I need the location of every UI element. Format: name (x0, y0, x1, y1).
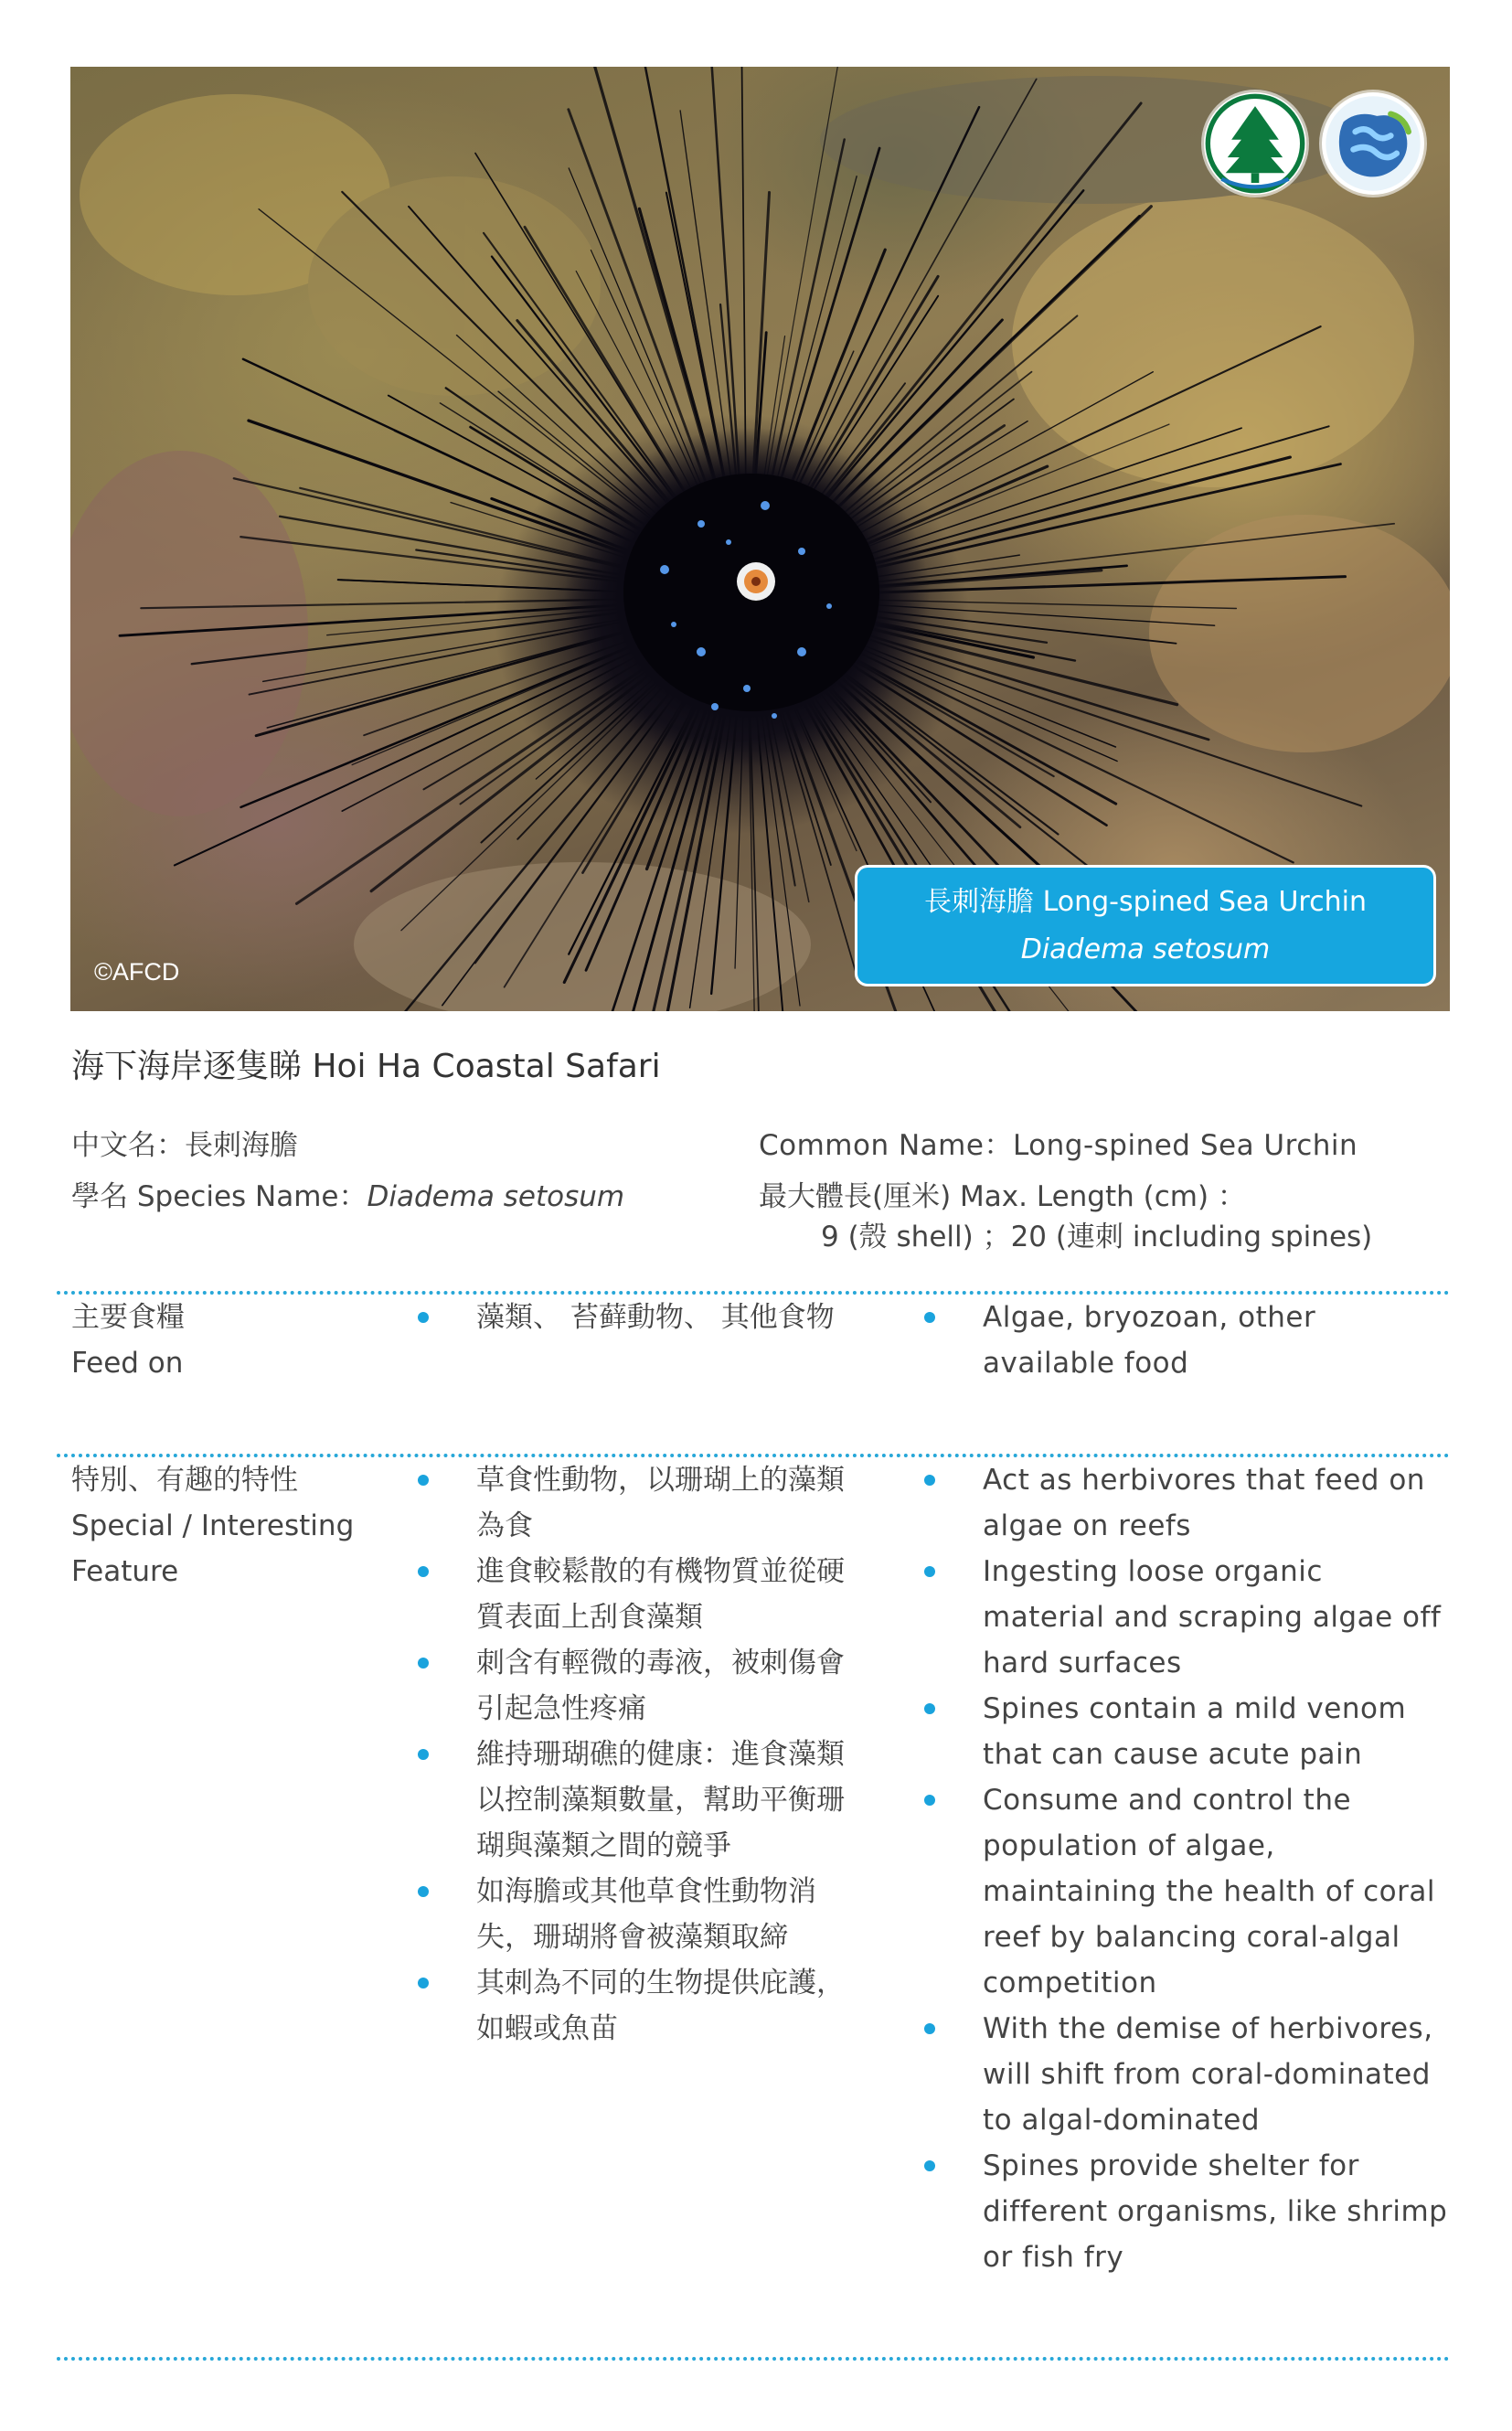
feature-list-zh (416, 1457, 864, 2052)
list-item: Spines contain a mild venom that can cause acute pain (919, 1686, 1449, 1777)
bullet-dot-icon (924, 1312, 935, 1323)
species-name-value: Diadema setosum (367, 1180, 625, 1213)
feed-label (71, 1295, 400, 1386)
list-item: Ingesting loose organic material and scraping algae off hard surfaces (919, 1549, 1449, 1686)
bullet-dot-icon (924, 1475, 935, 1486)
chinese-name-label: 中文名： (71, 1129, 185, 1162)
common-name-row (759, 1125, 1358, 1167)
hoi-ha-logo (1322, 92, 1424, 195)
section-divider-3 (57, 2357, 1450, 2361)
bullet-dot-icon (418, 1566, 429, 1577)
photo-copyright: ©AFCD (94, 958, 180, 986)
species-scientific-label: Diadema setosum (1020, 933, 1271, 965)
common-name-label: Common Name： (759, 1129, 1013, 1162)
list-item: 藻類、 苔藓動物、 其他食物 (416, 1295, 873, 1340)
list-item: 刺含有輕微的毒液，被刺傷會引起急性疼痛 (416, 1640, 864, 1732)
list-item: Algae, bryozoan, other available food (919, 1295, 1376, 1386)
list-item: Act as herbivores that feed on algae on reefs (919, 1457, 1449, 1549)
list-item: With the demise of herbivores, will shift from coral-dominated to algal-dominated (919, 2006, 1449, 2143)
bullet-dot-icon (924, 2160, 935, 2171)
list-item: 草食性動物，以珊瑚上的藻類為食 (416, 1457, 864, 1549)
list-item: 其刺為不同的生物提供庇護，如蝦或魚苗 (416, 1960, 864, 2052)
bullet-dot-icon (418, 1978, 429, 1989)
max-length-value: 9 (殼 shell) ；20 (連刺 including spines) (821, 1221, 1373, 1253)
bullet-dot-icon (418, 1886, 429, 1897)
bullet-dot-icon (418, 1749, 429, 1760)
bullet-dot-icon (418, 1312, 429, 1323)
species-label-box (855, 865, 1436, 986)
page-title: 海下海岸逐隻睇 Hoi Ha Coastal Safari (71, 1048, 661, 1085)
sea-urchin-photo (70, 67, 1450, 1011)
chinese-name-row (71, 1125, 298, 1167)
bullet-dot-icon (924, 1566, 935, 1577)
afcd-logo (1204, 92, 1306, 195)
species-common-label: 長刺海膽 Long-spined Sea Urchin (924, 886, 1367, 918)
bullet-dot-icon (924, 1703, 935, 1714)
bullet-dot-icon (418, 1658, 429, 1669)
list-item: Consume and control the population of algae, maintaining the health of coral reef by balancing coral-algal competition (919, 1777, 1449, 2006)
feature-label-en: Special / Interesting Feature (71, 1509, 355, 1588)
feed-label-zh: 主要食糧 (71, 1301, 185, 1334)
feature-label (71, 1457, 419, 1594)
feed-list-zh (416, 1295, 873, 1340)
feed-label-en: Feed on (71, 1347, 184, 1380)
list-item: 進食較鬆散的有機物質並從硬質表面上刮食藻類 (416, 1549, 864, 1640)
chinese-name-value: 長刺海膽 (185, 1129, 298, 1162)
max-length-label: 最大體長(厘米) Max. Length (cm) ： (759, 1180, 1246, 1213)
bullet-dot-icon (418, 1475, 429, 1486)
afcd-tree-logo-icon (1204, 92, 1306, 195)
species-name-row (71, 1176, 624, 1218)
list-item: 維持珊瑚礁的健康：進食藻類以控制藻類數量，幫助平衡珊瑚與藻類之間的競爭 (416, 1732, 864, 1869)
species-name-label: 學名 Species Name： (71, 1180, 367, 1213)
common-name-value: Long-spined Sea Urchin (1012, 1129, 1358, 1162)
bullet-dot-icon (924, 2023, 935, 2034)
list-item: 如海膽或其他草食性動物消失，珊瑚將會被藻類取締 (416, 1869, 864, 1960)
list-item: Spines provide shelter for different organisms, like shrimp or fish fry (919, 2143, 1449, 2280)
feature-label-zh: 特別、有趣的特性 (71, 1464, 298, 1497)
hoi-ha-wan-logo-icon (1322, 92, 1424, 195)
bullet-dot-icon (924, 1795, 935, 1806)
feature-list-en (919, 1457, 1449, 2280)
feed-list-en (919, 1295, 1376, 1386)
